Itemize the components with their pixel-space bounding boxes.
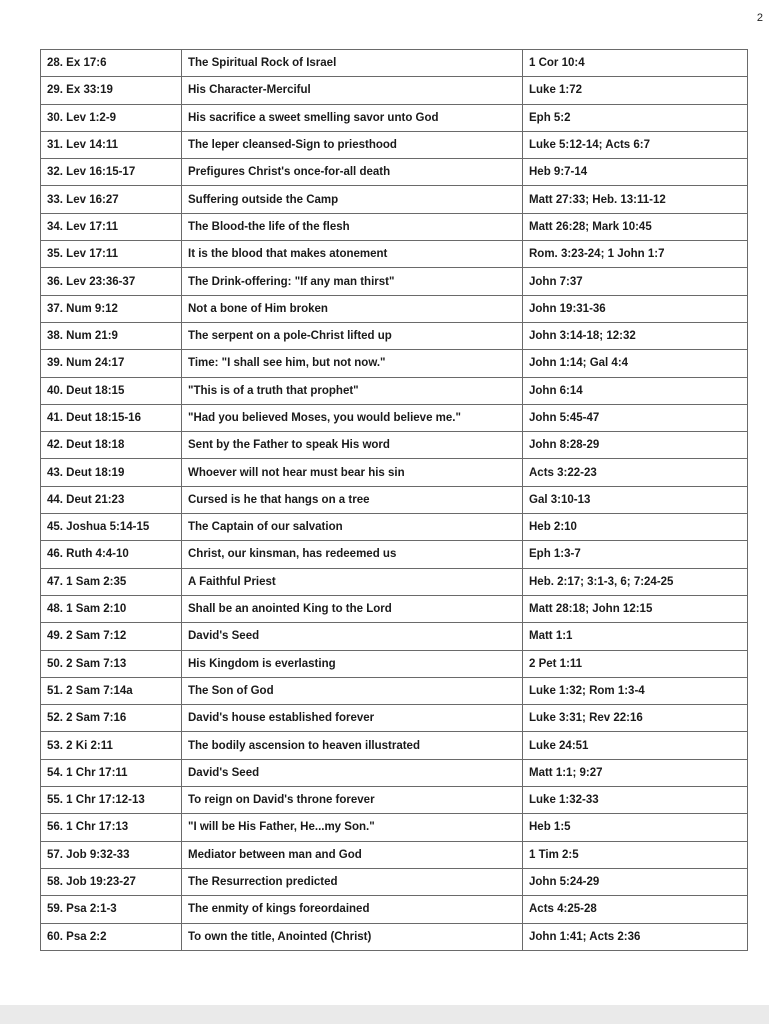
reference-cell: 35. Lev 17:11 [41, 241, 182, 268]
table-row [41, 732, 748, 759]
description-cell: Shall be an anointed King to the Lord [182, 595, 523, 622]
fulfillment-cell: John 8:28-29 [523, 432, 748, 459]
reference-cell: 28. Ex 17:6 [41, 50, 182, 77]
page-bottom-edge [0, 1005, 769, 1024]
table-row [41, 322, 748, 349]
description-cell: David's Seed [182, 623, 523, 650]
description-cell: The leper cleansed-Sign to priesthood [182, 131, 523, 158]
table-row [41, 186, 748, 213]
fulfillment-cell: Acts 4:25-28 [523, 896, 748, 923]
description-cell: The enmity of kings foreordained [182, 896, 523, 923]
reference-cell: 54. 1 Chr 17:11 [41, 759, 182, 786]
description-cell: Suffering outside the Camp [182, 186, 523, 213]
description-cell: The Spiritual Rock of Israel [182, 50, 523, 77]
table-row [41, 213, 748, 240]
reference-cell: 47. 1 Sam 2:35 [41, 568, 182, 595]
reference-cell: 43. Deut 18:19 [41, 459, 182, 486]
fulfillment-cell: Heb 9:7-14 [523, 159, 748, 186]
reference-cell: 52. 2 Sam 7:16 [41, 705, 182, 732]
description-cell: His Character-Merciful [182, 77, 523, 104]
description-cell: Sent by the Father to speak His word [182, 432, 523, 459]
table-row [41, 759, 748, 786]
fulfillment-cell: Acts 3:22-23 [523, 459, 748, 486]
page-number: 2 [756, 12, 763, 24]
table-row [41, 568, 748, 595]
description-cell: The bodily ascension to heaven illustrated [182, 732, 523, 759]
fulfillment-cell: Luke 5:12-14; Acts 6:7 [523, 131, 748, 158]
description-cell: "This is of a truth that prophet" [182, 377, 523, 404]
reference-cell: 42. Deut 18:18 [41, 432, 182, 459]
description-cell: The Blood-the life of the flesh [182, 213, 523, 240]
table-row [41, 77, 748, 104]
fulfillment-cell: John 3:14-18; 12:32 [523, 322, 748, 349]
description-cell: Mediator between man and God [182, 841, 523, 868]
fulfillment-cell: Luke 1:32; Rom 1:3-4 [523, 677, 748, 704]
fulfillment-cell: Gal 3:10-13 [523, 486, 748, 513]
reference-cell: 29. Ex 33:19 [41, 77, 182, 104]
table-row [41, 868, 748, 895]
prophecy-table [40, 49, 748, 951]
description-cell: "I will be His Father, He...my Son." [182, 814, 523, 841]
description-cell: To reign on David's throne forever [182, 787, 523, 814]
description-cell: Christ, our kinsman, has redeemed us [182, 541, 523, 568]
fulfillment-cell: Heb 1:5 [523, 814, 748, 841]
table-row [41, 159, 748, 186]
fulfillment-cell: Luke 24:51 [523, 732, 748, 759]
table-row [41, 104, 748, 131]
fulfillment-cell: Matt 28:18; John 12:15 [523, 595, 748, 622]
description-cell: Cursed is he that hangs on a tree [182, 486, 523, 513]
reference-cell: 39. Num 24:17 [41, 350, 182, 377]
description-cell: Time: "I shall see him, but not now." [182, 350, 523, 377]
table-row [41, 50, 748, 77]
reference-cell: 53. 2 Ki 2:11 [41, 732, 182, 759]
reference-cell: 55. 1 Chr 17:12-13 [41, 787, 182, 814]
reference-cell: 38. Num 21:9 [41, 322, 182, 349]
description-cell: A Faithful Priest [182, 568, 523, 595]
table-row [41, 241, 748, 268]
table-body [41, 50, 748, 951]
fulfillment-cell: Eph 1:3-7 [523, 541, 748, 568]
reference-cell: 44. Deut 21:23 [41, 486, 182, 513]
reference-cell: 32. Lev 16:15-17 [41, 159, 182, 186]
description-cell: The Drink-offering: "If any man thirst" [182, 268, 523, 295]
fulfillment-cell: 2 Pet 1:11 [523, 650, 748, 677]
reference-cell: 58. Job 19:23-27 [41, 868, 182, 895]
fulfillment-cell: 1 Tim 2:5 [523, 841, 748, 868]
fulfillment-cell: Eph 5:2 [523, 104, 748, 131]
reference-cell: 57. Job 9:32-33 [41, 841, 182, 868]
fulfillment-cell: John 1:41; Acts 2:36 [523, 923, 748, 950]
table-row [41, 623, 748, 650]
fulfillment-cell: Matt 1:1; 9:27 [523, 759, 748, 786]
table-row [41, 814, 748, 841]
fulfillment-cell: John 6:14 [523, 377, 748, 404]
fulfillment-cell: John 1:14; Gal 4:4 [523, 350, 748, 377]
reference-cell: 33. Lev 16:27 [41, 186, 182, 213]
reference-cell: 34. Lev 17:11 [41, 213, 182, 240]
fulfillment-cell: Luke 1:32-33 [523, 787, 748, 814]
description-cell: The Resurrection predicted [182, 868, 523, 895]
table-row [41, 459, 748, 486]
table-row [41, 131, 748, 158]
reference-cell: 41. Deut 18:15-16 [41, 404, 182, 431]
fulfillment-cell: Matt 26:28; Mark 10:45 [523, 213, 748, 240]
table-row [41, 787, 748, 814]
table-row [41, 295, 748, 322]
table-row [41, 432, 748, 459]
reference-cell: 37. Num 9:12 [41, 295, 182, 322]
description-cell: The serpent on a pole-Christ lifted up [182, 322, 523, 349]
fulfillment-cell: Heb 2:10 [523, 514, 748, 541]
reference-cell: 56. 1 Chr 17:13 [41, 814, 182, 841]
table-row [41, 404, 748, 431]
table-row [41, 677, 748, 704]
table-row [41, 514, 748, 541]
description-cell: David's house established forever [182, 705, 523, 732]
reference-cell: 51. 2 Sam 7:14a [41, 677, 182, 704]
table-row [41, 268, 748, 295]
description-cell: Whoever will not hear must bear his sin [182, 459, 523, 486]
fulfillment-cell: Luke 1:72 [523, 77, 748, 104]
fulfillment-cell: John 5:45-47 [523, 404, 748, 431]
table-row [41, 650, 748, 677]
reference-cell: 40. Deut 18:15 [41, 377, 182, 404]
fulfillment-cell: John 5:24-29 [523, 868, 748, 895]
reference-cell: 31. Lev 14:11 [41, 131, 182, 158]
table-row [41, 541, 748, 568]
reference-cell: 48. 1 Sam 2:10 [41, 595, 182, 622]
table-row [41, 350, 748, 377]
fulfillment-cell: Rom. 3:23-24; 1 John 1:7 [523, 241, 748, 268]
reference-cell: 30. Lev 1:2-9 [41, 104, 182, 131]
description-cell: To own the title, Anointed (Christ) [182, 923, 523, 950]
reference-cell: 50. 2 Sam 7:13 [41, 650, 182, 677]
description-cell: The Son of God [182, 677, 523, 704]
table-row [41, 705, 748, 732]
reference-cell: 46. Ruth 4:4-10 [41, 541, 182, 568]
description-cell: The Captain of our salvation [182, 514, 523, 541]
table-row [41, 896, 748, 923]
description-cell: His sacrifice a sweet smelling savor unto God [182, 104, 523, 131]
reference-cell: 49. 2 Sam 7:12 [41, 623, 182, 650]
reference-cell: 45. Joshua 5:14-15 [41, 514, 182, 541]
description-cell: Prefigures Christ's once-for-all death [182, 159, 523, 186]
description-cell: David's Seed [182, 759, 523, 786]
table-row [41, 841, 748, 868]
table-row [41, 923, 748, 950]
table-row [41, 377, 748, 404]
reference-cell: 36. Lev 23:36-37 [41, 268, 182, 295]
fulfillment-cell: Luke 3:31; Rev 22:16 [523, 705, 748, 732]
fulfillment-cell: Heb. 2:17; 3:1-3, 6; 7:24-25 [523, 568, 748, 595]
description-cell: It is the blood that makes atonement [182, 241, 523, 268]
fulfillment-cell: John 7:37 [523, 268, 748, 295]
reference-cell: 59. Psa 2:1-3 [41, 896, 182, 923]
description-cell: Not a bone of Him broken [182, 295, 523, 322]
table-row [41, 486, 748, 513]
description-cell: His Kingdom is everlasting [182, 650, 523, 677]
fulfillment-cell: Matt 1:1 [523, 623, 748, 650]
fulfillment-cell: Matt 27:33; Heb. 13:11-12 [523, 186, 748, 213]
fulfillment-cell: 1 Cor 10:4 [523, 50, 748, 77]
fulfillment-cell: John 19:31-36 [523, 295, 748, 322]
description-cell: "Had you believed Moses, you would believe me." [182, 404, 523, 431]
reference-cell: 60. Psa 2:2 [41, 923, 182, 950]
table-row [41, 595, 748, 622]
